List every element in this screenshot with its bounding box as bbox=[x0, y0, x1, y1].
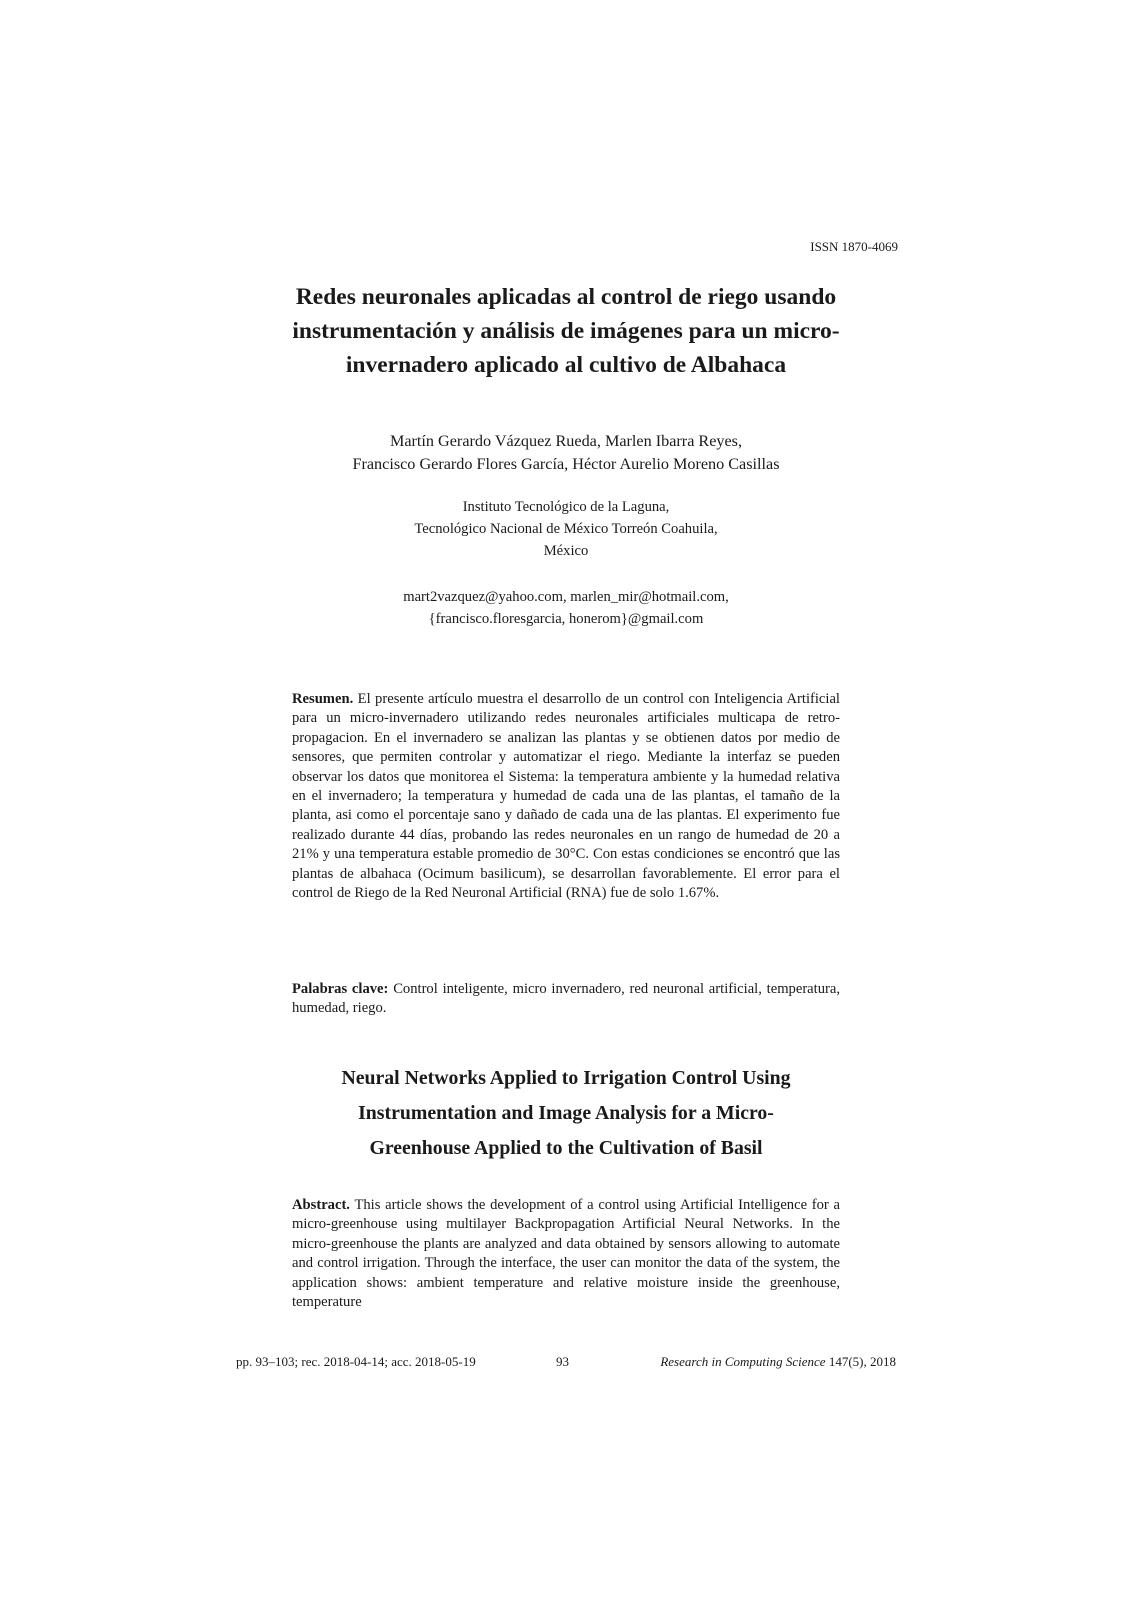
spanish-title-line: invernadero aplicado al cultivo de Albahaca bbox=[345, 352, 787, 378]
english-title-line: Instrumentation and Image Analysis for a Micro- bbox=[358, 1102, 774, 1124]
author-line: Francisco Gerardo Flores García, Héctor Aurelio Moreno Casillas bbox=[352, 455, 780, 473]
footer-journal-name: Research in Computing Science bbox=[660, 1354, 826, 1369]
english-title bbox=[236, 1061, 896, 1166]
footer-volume: 147(5), 2018 bbox=[825, 1354, 896, 1369]
affiliation-line: México bbox=[543, 543, 589, 559]
resumen-label: Resumen. bbox=[292, 691, 354, 707]
spanish-title-line: instrumentación y análisis de imágenes para un micro- bbox=[292, 318, 840, 344]
spanish-title-line: Redes neuronales aplicadas al control de riego usando bbox=[295, 284, 837, 310]
affiliation-line: Instituto Tecnológico de la Laguna, bbox=[462, 499, 670, 515]
author-list bbox=[236, 430, 896, 476]
english-title-line: Neural Networks Applied to Irrigation Control Using bbox=[341, 1067, 791, 1089]
keywords-text: Control inteligente, micro invernadero, red neuronal artificial, temperatura, humedad, riego. bbox=[292, 981, 841, 1017]
author-line: Martín Gerardo Vázquez Rueda, Marlen Ibarra Reyes, bbox=[389, 432, 743, 450]
keywords-label: Palabras clave: bbox=[292, 981, 389, 997]
english-title-line: Greenhouse Applied to the Cultivation of Basil bbox=[369, 1137, 763, 1159]
keywords-paragraph bbox=[292, 980, 840, 1019]
spanish-title bbox=[236, 280, 896, 382]
issn-number: ISSN 1870-4069 bbox=[810, 239, 898, 254]
abstract-label: Abstract. bbox=[292, 1197, 350, 1213]
page-footer bbox=[236, 1354, 896, 1374]
email-line: mart2vazquez@yahoo.com, marlen_mir@hotmail.com, bbox=[403, 589, 729, 605]
email-line: {francisco.floresgarcia, honerom}@gmail.com bbox=[428, 611, 704, 627]
resumen-paragraph bbox=[292, 690, 840, 903]
resumen-text: El presente artículo muestra el desarrollo de un control con Inteligencia Artificial para un micro-invernadero utilizando redes neuronales artificiales multicapa de retro-propagacion. En el invernadero se analizan las plantas y se obtienen datos por medio de sensores, que permiten controlar y automatizar el riego. Mediante la interfaz se pueden observar los datos que monitorea el Sistema: la temperatura ambiente y la humedad relativa en el invernadero; la temperatura y humedad de cada una de las plantas, el tamaño de la planta, asi como el porcentaje sano y dañado de cada una de las plantas. El experimento fue realizado durante 44 días, probando las redes neuronales en un rango de humedad de 20 a 21% y una temperatura estable promedio de 30°C. Con estas condiciones se encontró que las plantas de albahaca (Ocimum basilicum), se desarrollan favorablemente. El error para el control de Riego de la Red Neuronal Artificial (RNA) fue de solo 1.67%. bbox=[292, 691, 840, 902]
abstract-text: This article shows the development of a control using Artificial Intelligence for a micro-greenhouse using multilayer Backpropagation Artificial Neural Networks. In the micro-greenhouse the plants are analyzed and data obtained by sensors allowing to automate and control irrigation. Through the interface, the user can monitor the data of the system, the application shows: ambient temperature and relative moisture inside the greenhouse, temperature bbox=[292, 1197, 841, 1311]
abstract-paragraph bbox=[292, 1196, 840, 1312]
footer-page-number: 93 bbox=[556, 1354, 569, 1369]
affiliation-line: Tecnológico Nacional de México Torreón Coahuila, bbox=[414, 521, 718, 537]
footer-journal-info bbox=[660, 1354, 896, 1370]
affiliation bbox=[236, 496, 896, 562]
footer-pages-dates: pp. 93–103; rec. 2018-04-14; acc. 2018-05-19 bbox=[236, 1354, 476, 1369]
author-emails bbox=[236, 586, 896, 630]
